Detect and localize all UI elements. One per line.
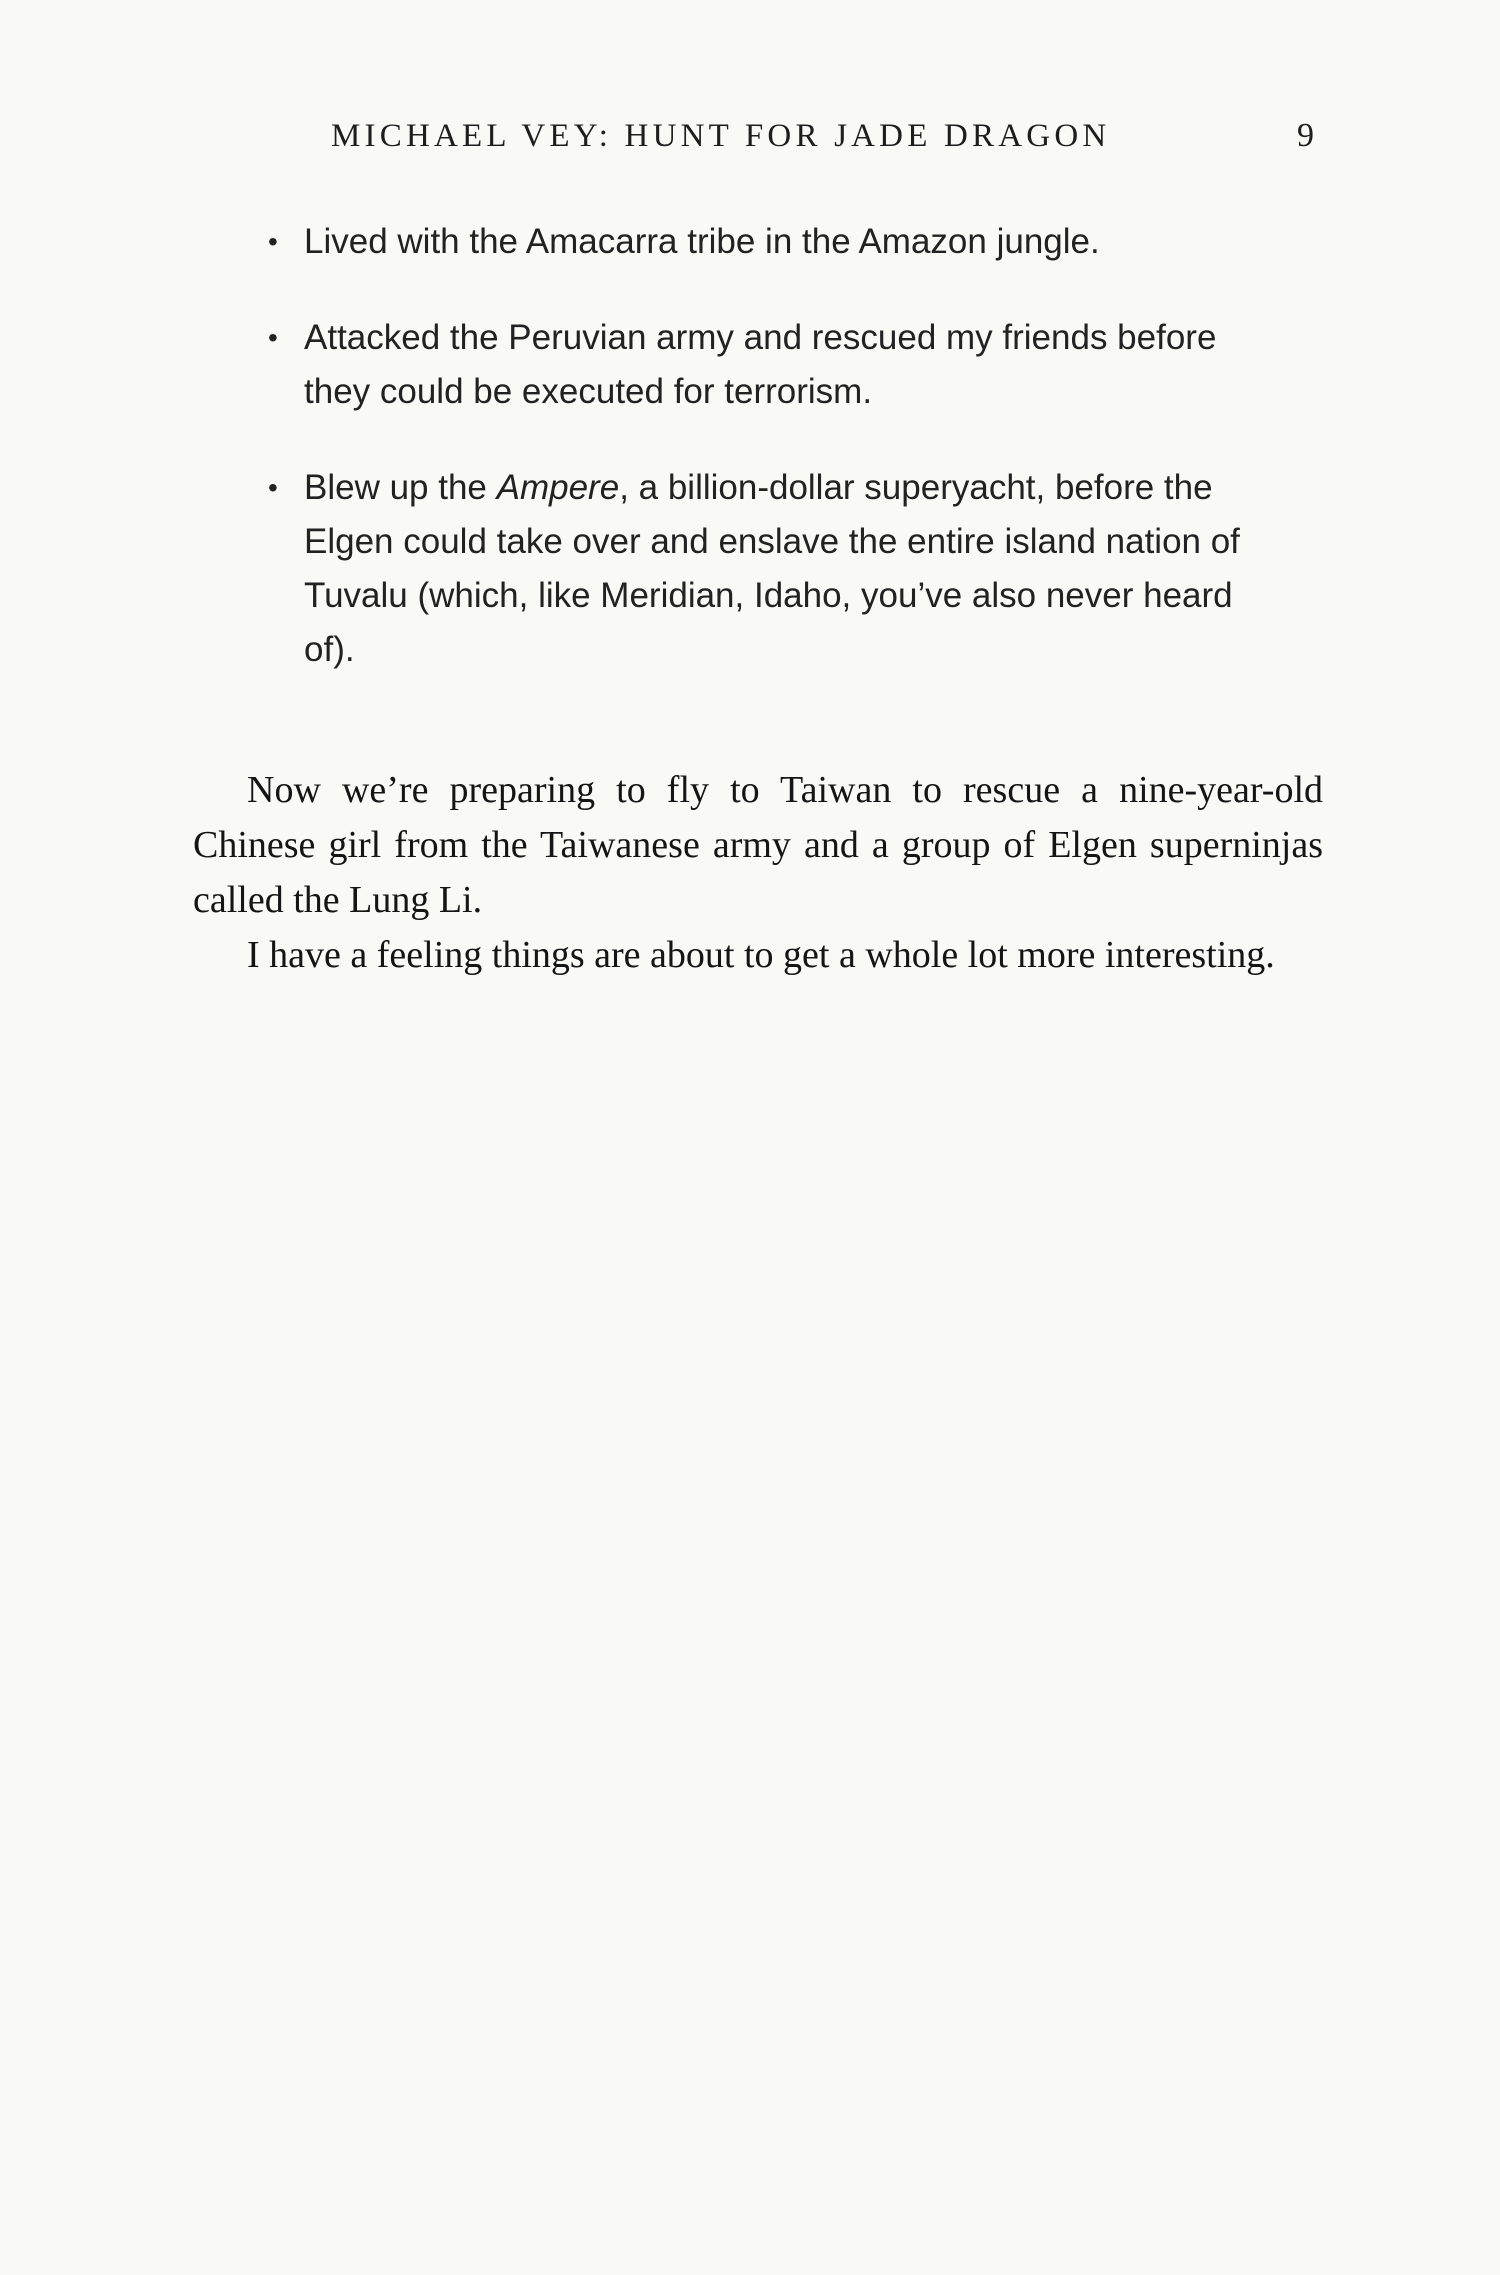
list-item xyxy=(268,461,1268,677)
paragraph: Now we’re preparing to fly to Taiwan to rescue a nine-year-old Chinese girl from the Taiwanese army and a group of Elgen superninjas called the Lung Li. xyxy=(193,769,1323,921)
list-item xyxy=(268,215,1268,269)
list-item-text: Attacked the Peruvian army and rescued my friends before they could be executed for terrorism. xyxy=(304,318,1217,411)
bullet-list xyxy=(268,215,1268,719)
paragraph: I have a feeling things are about to get a whole lot more interesting. xyxy=(247,934,1275,976)
page-number: 9 xyxy=(1297,117,1314,154)
list-item-text-end: , a billion-dollar superyacht, before the Elgen could take over and enslave the entire island nation of Tuvalu (which, like Meridian, Idaho, you’ve also never heard of). xyxy=(304,468,1240,669)
bullet-icon: • xyxy=(268,322,278,353)
list-item-text-start: Blew up the xyxy=(304,468,497,507)
running-head: MICHAEL VEY: HUNT FOR JADE DRAGON xyxy=(331,118,1111,154)
ship-name: Ampere xyxy=(496,468,620,507)
bullet-icon: • xyxy=(268,226,278,257)
bullet-icon: • xyxy=(268,472,278,503)
list-item xyxy=(268,311,1268,419)
body-text xyxy=(193,763,1323,983)
list-item-text: Lived with the Amacarra tribe in the Amazon jungle. xyxy=(304,222,1100,261)
